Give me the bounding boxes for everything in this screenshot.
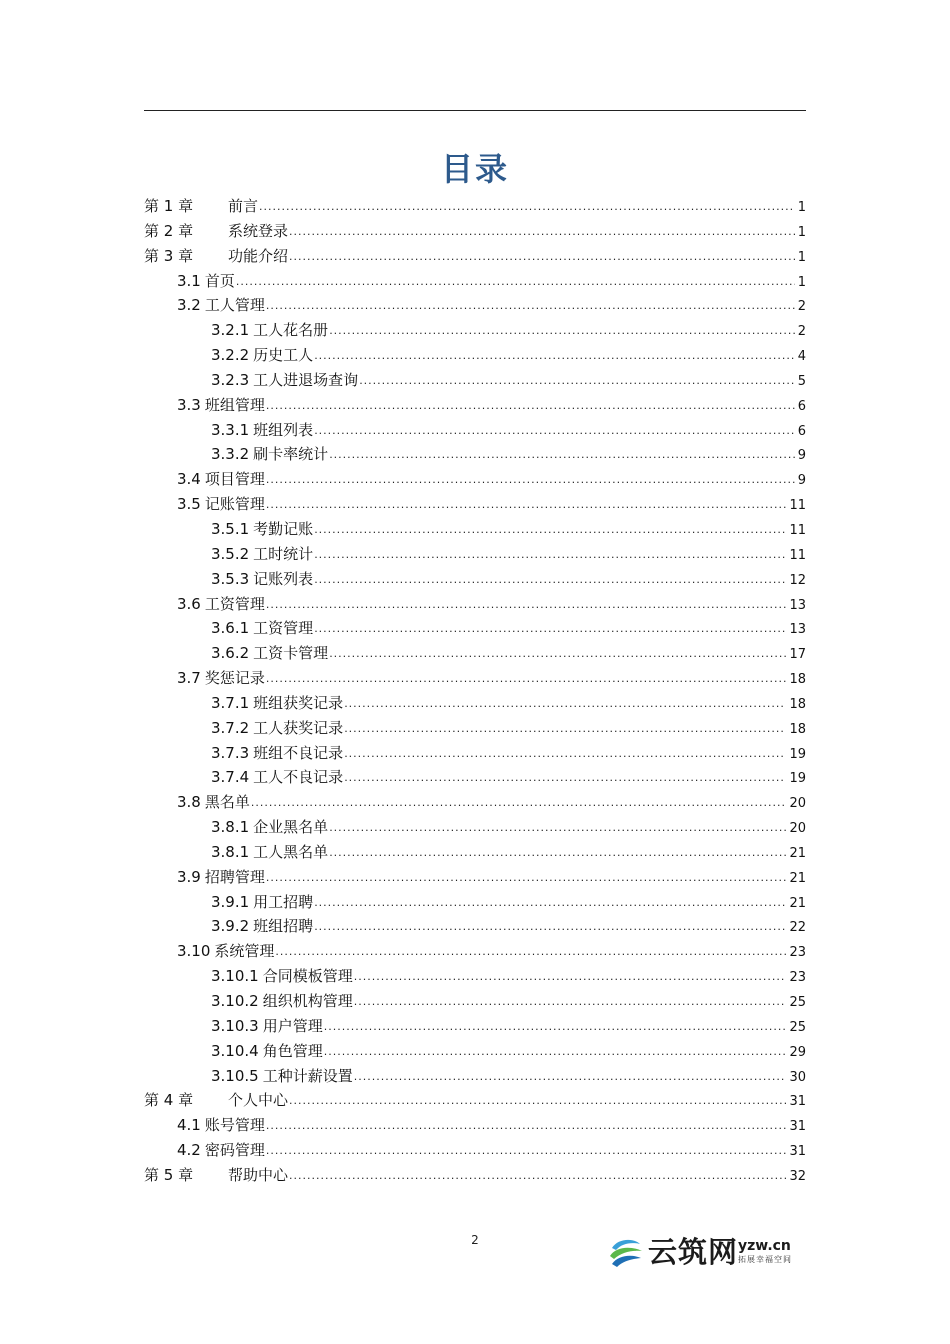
toc-dot-leader bbox=[314, 543, 786, 568]
toc-dot-leader bbox=[314, 891, 786, 916]
toc-entry-page: 23 bbox=[789, 970, 806, 986]
toc-entry[interactable] bbox=[144, 1088, 806, 1113]
toc-entry[interactable] bbox=[144, 939, 806, 964]
toc-entry-number: 3.2 bbox=[177, 296, 201, 315]
toc-entry-number: 3.10 bbox=[177, 942, 211, 961]
page-title: 目录 bbox=[440, 150, 509, 188]
toc-entry-page: 1 bbox=[797, 274, 806, 290]
toc-entry[interactable] bbox=[144, 964, 806, 989]
toc-entry-title: 合同模板管理 bbox=[262, 967, 353, 986]
toc-entry-number: 3.7.2 bbox=[211, 718, 250, 737]
toc-entry-number: 3.6 bbox=[177, 594, 201, 613]
toc-entry-title: 工人获奖记录 bbox=[253, 718, 344, 737]
toc-entry-page: 30 bbox=[789, 1069, 806, 1085]
toc-dot-leader bbox=[236, 270, 795, 295]
toc-entry-page: 21 bbox=[789, 895, 806, 911]
toc-entry-page: 2 bbox=[797, 324, 806, 340]
toc-entry-page: 1 bbox=[797, 200, 806, 215]
toc-entry-title: 工时统计 bbox=[253, 544, 314, 563]
toc-entry-title: 系统登录 bbox=[228, 221, 289, 240]
toc-entry-number: 3.9.2 bbox=[211, 917, 250, 936]
toc-dot-leader bbox=[266, 493, 787, 518]
toc-entry-title: 黑名单 bbox=[204, 793, 250, 812]
toc-entry[interactable] bbox=[144, 343, 806, 368]
toc-entry-number: 3.10.3 bbox=[211, 1016, 259, 1035]
toc-entry-number: 3.5.1 bbox=[211, 519, 250, 538]
toc-entry-title: 记账管理 bbox=[204, 495, 265, 514]
toc-dot-leader bbox=[329, 816, 786, 841]
toc-dot-leader bbox=[289, 245, 795, 270]
table-of-contents bbox=[144, 194, 806, 1188]
toc-entry-number: 第 3 章 bbox=[144, 246, 194, 265]
toc-entry-title: 考勤记账 bbox=[253, 519, 314, 538]
toc-entry-page: 19 bbox=[789, 771, 806, 787]
toc-dot-leader bbox=[314, 419, 795, 444]
toc-entry-title: 历史工人 bbox=[253, 346, 314, 365]
toc-entry-number: 第 1 章 bbox=[144, 197, 194, 215]
toc-dot-leader bbox=[359, 369, 795, 394]
toc-entry-title: 用户管理 bbox=[262, 1016, 323, 1035]
toc-entry-number: 第 4 章 bbox=[144, 1091, 194, 1110]
toc-entry-number: 第 2 章 bbox=[144, 221, 194, 240]
toc-entry-title: 账号管理 bbox=[204, 1116, 265, 1135]
toc-dot-leader bbox=[259, 195, 795, 220]
toc-entry-page: 1 bbox=[797, 249, 806, 265]
toc-entry[interactable] bbox=[144, 393, 806, 418]
toc-entry-page: 25 bbox=[789, 1019, 806, 1035]
toc-entry-number: 3.7.1 bbox=[211, 693, 250, 712]
toc-dot-leader bbox=[329, 841, 786, 866]
toc-entry[interactable] bbox=[144, 592, 806, 617]
toc-entry-title: 项目管理 bbox=[204, 470, 265, 489]
toc-entry-title: 工资卡管理 bbox=[253, 644, 329, 663]
toc-dot-leader bbox=[266, 468, 795, 493]
toc-entry-title: 功能介绍 bbox=[228, 246, 289, 265]
toc-entry-number: 3.3 bbox=[177, 395, 201, 414]
toc-entry-number: 3.8.1 bbox=[211, 818, 250, 837]
toc-entry-number: 4.1 bbox=[177, 1116, 201, 1135]
toc-entry-title: 工种计薪设置 bbox=[262, 1066, 353, 1085]
toc-entry[interactable] bbox=[144, 293, 806, 318]
toc-entry-page: 12 bbox=[789, 572, 806, 588]
toc-entry-page: 31 bbox=[789, 1119, 806, 1135]
toc-entry[interactable] bbox=[144, 914, 806, 939]
toc-entry-number: 4.2 bbox=[177, 1141, 201, 1160]
toc-entry[interactable] bbox=[144, 1113, 806, 1138]
toc-dot-leader bbox=[329, 642, 786, 667]
toc-entry-number: 3.4 bbox=[177, 470, 201, 489]
toc-entry-title: 奖惩记录 bbox=[204, 669, 265, 688]
toc-entry-title: 用工招聘 bbox=[253, 892, 314, 911]
toc-entry-page: 23 bbox=[789, 945, 806, 961]
toc-dot-leader bbox=[344, 692, 786, 717]
toc-entry-page: 32 bbox=[789, 1168, 806, 1184]
toc-entry-number: 3.9.1 bbox=[211, 892, 250, 911]
toc-dot-leader bbox=[266, 667, 787, 692]
toc-entry-number: 3.2.3 bbox=[211, 370, 250, 389]
toc-entry-number: 3.5 bbox=[177, 495, 201, 514]
toc-entry-title: 班组不良记录 bbox=[253, 743, 344, 762]
toc-entry[interactable] bbox=[144, 865, 806, 890]
toc-dot-leader bbox=[314, 617, 786, 642]
toc-entry-number: 3.3.1 bbox=[211, 420, 250, 439]
toc-dot-leader bbox=[289, 1089, 786, 1114]
toc-entry[interactable] bbox=[144, 666, 806, 691]
toc-dot-leader bbox=[329, 319, 795, 344]
toc-entry-number: 3.5.2 bbox=[211, 544, 250, 563]
toc-entry-title: 招聘管理 bbox=[204, 867, 265, 886]
toc-entry-page: 1 bbox=[797, 224, 806, 240]
toc-entry-title: 系统管理 bbox=[214, 942, 275, 961]
toc-dot-leader bbox=[266, 394, 795, 419]
toc-entry-number: 3.5.3 bbox=[211, 569, 250, 588]
toc-entry-title: 班组获奖记录 bbox=[253, 693, 344, 712]
toc-entry[interactable] bbox=[144, 616, 806, 641]
toc-entry-number: 3.1 bbox=[177, 271, 201, 290]
toc-dot-leader bbox=[289, 1164, 786, 1189]
toc-entry-title: 记账列表 bbox=[253, 569, 314, 588]
toc-entry-number: 3.10.2 bbox=[211, 992, 259, 1010]
toc-entry-title: 工人管理 bbox=[204, 296, 265, 315]
toc-entry-page: 29 bbox=[789, 1044, 806, 1060]
toc-entry-page: 31 bbox=[789, 1094, 806, 1110]
toc-entry[interactable] bbox=[144, 418, 806, 443]
toc-dot-leader bbox=[354, 990, 787, 1015]
logo-name: 云筑网 bbox=[648, 1235, 739, 1269]
toc-entry-page: 11 bbox=[789, 498, 806, 514]
toc-entry[interactable] bbox=[144, 244, 806, 269]
toc-dot-leader bbox=[314, 915, 786, 940]
toc-entry-title: 角色管理 bbox=[262, 1041, 323, 1060]
toc-dot-leader bbox=[324, 1040, 787, 1065]
toc-entry-page: 18 bbox=[789, 696, 806, 712]
toc-entry[interactable] bbox=[144, 1064, 806, 1089]
toc-entry-title: 密码管理 bbox=[204, 1141, 265, 1160]
toc-entry-title: 组织机构管理 bbox=[262, 992, 353, 1010]
toc-entry-page: 21 bbox=[789, 845, 806, 861]
toc-entry-page: 19 bbox=[789, 746, 806, 762]
toc-entry-number: 3.10.4 bbox=[211, 1041, 259, 1060]
header-rule bbox=[144, 110, 806, 111]
toc-entry-page: 21 bbox=[789, 870, 806, 886]
toc-entry-page: 20 bbox=[789, 821, 806, 837]
toc-dot-leader bbox=[344, 742, 786, 767]
toc-entry-title: 工资管理 bbox=[204, 594, 265, 613]
toc-entry-number: 第 5 章 bbox=[144, 1165, 194, 1184]
logo-domain: yzw.cn bbox=[738, 1238, 791, 1254]
toc-entry-number: 3.6.2 bbox=[211, 644, 250, 663]
toc-dot-leader bbox=[324, 1015, 787, 1040]
toc-entry-page: 5 bbox=[797, 373, 806, 389]
toc-entry[interactable] bbox=[144, 1014, 806, 1039]
toc-dot-leader bbox=[354, 1065, 787, 1090]
toc-entry-number: 3.2.1 bbox=[211, 321, 250, 340]
toc-entry-page: 18 bbox=[789, 721, 806, 737]
toc-entry-page: 20 bbox=[789, 796, 806, 812]
toc-entry-page: 11 bbox=[789, 547, 806, 563]
toc-entry-title: 班组列表 bbox=[253, 420, 314, 439]
toc-entry-title: 工人花名册 bbox=[253, 321, 329, 340]
toc-entry[interactable] bbox=[144, 890, 806, 915]
toc-entry-title: 工人黑名单 bbox=[253, 842, 329, 861]
toc-entry-number: 3.8.1 bbox=[211, 842, 250, 861]
toc-entry[interactable] bbox=[144, 1138, 806, 1163]
toc-entry-number: 3.2.2 bbox=[211, 346, 250, 365]
toc-entry-page: 13 bbox=[789, 597, 806, 613]
toc-entry-number: 3.6.1 bbox=[211, 619, 250, 638]
toc-entry-page: 11 bbox=[789, 522, 806, 538]
logo-slogan: 拓展幸福空间 bbox=[738, 1255, 792, 1264]
toc-entry[interactable] bbox=[144, 691, 806, 716]
toc-entry[interactable] bbox=[144, 219, 806, 244]
toc-dot-leader bbox=[266, 1114, 787, 1139]
toc-entry[interactable] bbox=[144, 492, 806, 517]
toc-dot-leader bbox=[266, 294, 795, 319]
toc-entry[interactable] bbox=[144, 1039, 806, 1064]
toc-entry[interactable] bbox=[144, 641, 806, 666]
toc-entry-number: 3.9 bbox=[177, 867, 201, 886]
page-number: 2 bbox=[471, 1233, 479, 1247]
toc-dot-leader bbox=[314, 344, 795, 369]
toc-entry[interactable] bbox=[144, 840, 806, 865]
toc-dot-leader bbox=[266, 593, 787, 618]
toc-dot-leader bbox=[289, 220, 795, 245]
toc-dot-leader bbox=[329, 443, 795, 468]
toc-dot-leader bbox=[275, 940, 786, 965]
toc-entry[interactable] bbox=[144, 517, 806, 542]
toc-entry-number: 3.7.4 bbox=[211, 768, 250, 787]
toc-entry[interactable] bbox=[144, 368, 806, 393]
toc-entry-page: 17 bbox=[789, 647, 806, 663]
toc-entry[interactable] bbox=[144, 790, 806, 815]
toc-dot-leader bbox=[314, 518, 786, 543]
toc-entry[interactable] bbox=[144, 269, 806, 294]
toc-entry-page: 13 bbox=[789, 622, 806, 638]
toc-entry-page: 18 bbox=[789, 672, 806, 688]
toc-entry-number: 3.3.2 bbox=[211, 445, 250, 464]
toc-entry[interactable] bbox=[144, 716, 806, 741]
toc-entry-title: 班组招聘 bbox=[253, 917, 314, 936]
toc-entry-title: 帮助中心 bbox=[228, 1165, 289, 1184]
toc-dot-leader bbox=[344, 717, 786, 742]
toc-entry[interactable] bbox=[144, 815, 806, 840]
toc-entry-page: 2 bbox=[797, 299, 806, 315]
yzw-logo bbox=[608, 1232, 808, 1274]
toc-entry-title: 工人进退场查询 bbox=[253, 370, 359, 389]
toc-entry-page: 9 bbox=[797, 448, 806, 464]
toc-dot-leader bbox=[344, 766, 786, 791]
toc-entry[interactable] bbox=[144, 467, 806, 492]
toc-entry-page: 6 bbox=[797, 398, 806, 414]
toc-dot-leader bbox=[354, 965, 787, 990]
toc-entry-number: 3.7 bbox=[177, 669, 201, 688]
toc-entry-page: 31 bbox=[789, 1144, 806, 1160]
toc-entry[interactable] bbox=[144, 542, 806, 567]
toc-entry-title: 班组管理 bbox=[204, 395, 265, 414]
toc-entry-page: 25 bbox=[789, 995, 806, 1010]
toc-entry[interactable] bbox=[144, 442, 806, 467]
toc-entry-title: 工资管理 bbox=[253, 619, 314, 638]
yzw-logo-icon bbox=[608, 1236, 644, 1270]
toc-entry-title: 工人不良记录 bbox=[253, 768, 344, 787]
toc-entry-page: 6 bbox=[797, 423, 806, 439]
toc-dot-leader bbox=[266, 866, 787, 891]
toc-dot-leader bbox=[266, 1139, 787, 1164]
toc-entry[interactable] bbox=[144, 567, 806, 592]
toc-entry-title: 首页 bbox=[204, 271, 235, 290]
toc-entry-number: 3.7.3 bbox=[211, 743, 250, 762]
toc-dot-leader bbox=[251, 791, 787, 816]
toc-entry-number: 3.10.5 bbox=[211, 1066, 259, 1085]
toc-entry-number: 3.8 bbox=[177, 793, 201, 812]
toc-entry-title: 企业黑名单 bbox=[253, 818, 329, 837]
toc-entry-number: 3.10.1 bbox=[211, 967, 259, 986]
toc-entry[interactable] bbox=[144, 194, 806, 219]
toc-entry-page: 4 bbox=[797, 349, 806, 365]
toc-dot-leader bbox=[314, 568, 786, 593]
toc-entry[interactable] bbox=[144, 989, 806, 1014]
toc-entry-page: 9 bbox=[797, 473, 806, 489]
toc-entry[interactable] bbox=[144, 741, 806, 766]
toc-entry[interactable] bbox=[144, 765, 806, 790]
toc-entry-page: 22 bbox=[789, 920, 806, 936]
toc-entry[interactable] bbox=[144, 318, 806, 343]
toc-entry-title: 刷卡率统计 bbox=[253, 445, 329, 464]
toc-entry-title: 前言 bbox=[228, 197, 259, 215]
toc-entry[interactable] bbox=[144, 1163, 806, 1188]
toc-entry-title: 个人中心 bbox=[228, 1091, 289, 1110]
